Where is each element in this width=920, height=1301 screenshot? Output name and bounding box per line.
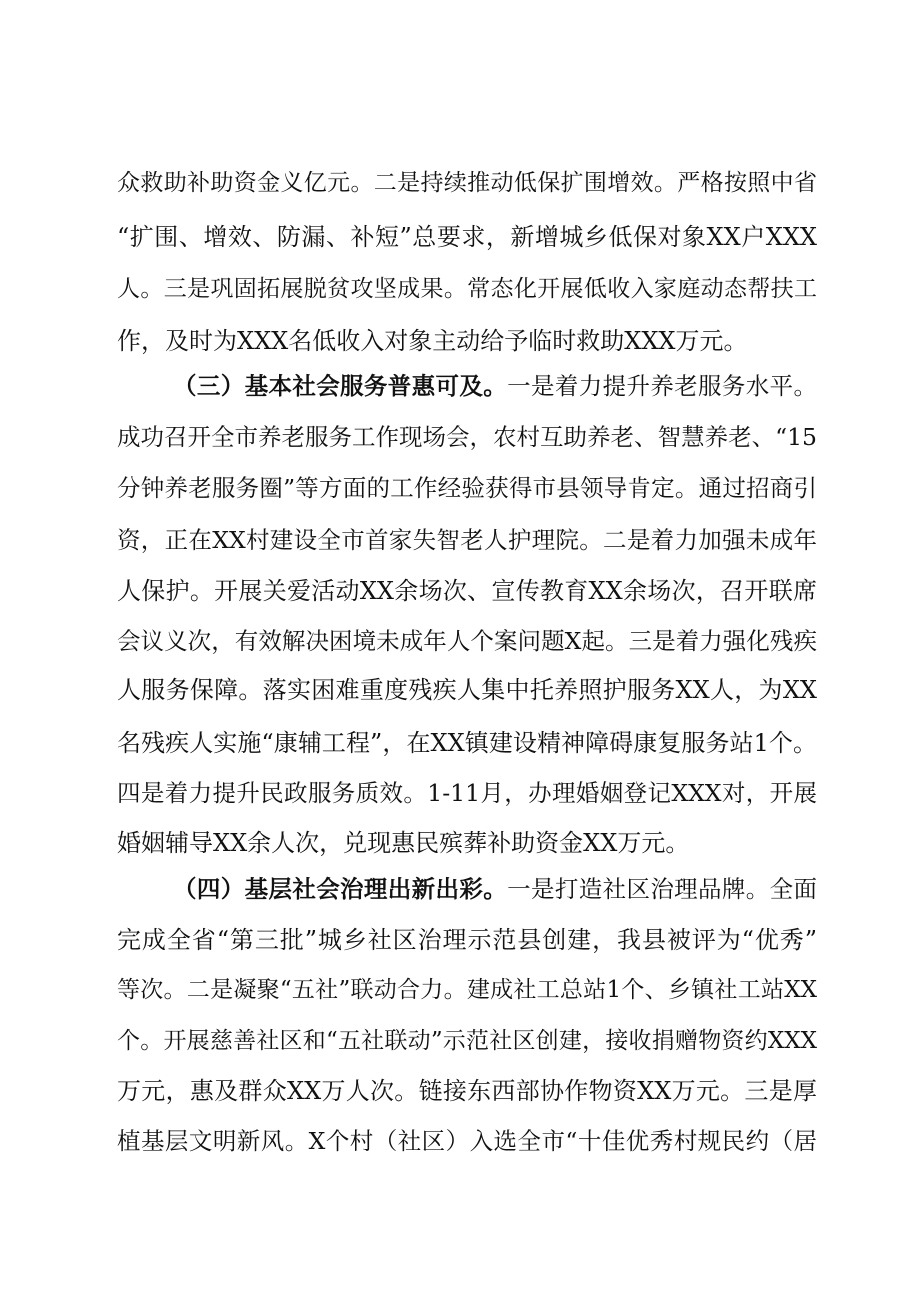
line-text: 四是着力提升民政服务质效。1-11月，办理婚姻登记XXX对，开展	[117, 779, 817, 807]
section-heading: （三）基本社会服务普惠可及。	[173, 372, 508, 400]
line-text: 会议义次，有效解决困境未成年人个案问题X起。三是着力强化残疾	[117, 627, 817, 655]
paragraph-line	[117, 470, 817, 506]
line-text: 人。三是巩固拓展脱贫攻坚成果。常态化开展低收入家庭动态帮扶工	[117, 276, 817, 302]
paragraph-line	[117, 522, 817, 558]
line-text: 等次。二是凝聚“五社”联动合力。建成社工总站1个、乡镇社工站XX	[117, 977, 817, 1003]
line-text: “扩围、增效、防漏、补短”总要求，新增城乡低保对象XX户XXX	[117, 223, 817, 251]
line-text: 一是打造社区治理品牌。全面	[507, 875, 818, 903]
paragraph-line	[117, 825, 817, 861]
line-text: 分钟养老服务圈”等方面的工作经验获得市县领导肯定。通过招商引	[117, 474, 817, 502]
paragraph-line	[117, 1123, 817, 1159]
paragraph-line	[117, 271, 817, 307]
paragraph-line	[117, 725, 817, 761]
line-text: 完成全省“第三批”城乡社区治理示范县创建，我县被评为“优秀”	[117, 926, 817, 954]
paragraph-line	[117, 672, 817, 708]
paragraph-line	[117, 573, 817, 609]
line-text: 名残疾人实施“康辅工程”，在XX镇建设精神障碍康复服务站1个。	[117, 729, 817, 757]
paragraph-line	[117, 323, 817, 359]
paragraph-line	[117, 219, 817, 255]
line-text: 资，正在XX村建设全市首家失智老人护理院。二是着力加强未成年	[117, 526, 817, 554]
line-text: 人保护。开展关爱活动XX余场次、宣传教育XX余场次，召开联席	[117, 577, 817, 605]
line-text: 作，及时为XXX名低收入对象主动给予临时救助XXX万元。	[117, 327, 748, 355]
paragraph-line	[117, 922, 817, 958]
section-heading-line	[173, 368, 817, 404]
paragraph-line	[117, 165, 817, 201]
line-text: 植基层文明新风。X个村（社区）入选全市“十佳优秀村规民约（居	[117, 1127, 817, 1155]
paragraph-line	[117, 419, 817, 455]
line-text: 婚姻辅导XX余人次，兑现惠民殡葬补助资金XX万元。	[117, 829, 690, 857]
paragraph-line	[117, 972, 817, 1008]
line-text: 一是着力提升养老服务水平。	[507, 372, 818, 400]
paragraph-line	[117, 1073, 817, 1109]
section-heading: （四）基层社会治理出新出彩。	[173, 875, 508, 903]
line-text: 人服务保障。落实困难重度残疾人集中托养照护服务XX人，为XX	[117, 676, 817, 704]
paragraph-line	[117, 623, 817, 659]
paragraph-line	[117, 775, 817, 811]
section-heading-line	[173, 871, 817, 907]
paragraph-line	[117, 1023, 817, 1059]
line-text: 万元，惠及群众XX万人次。链接东西部协作物资XX万元。三是厚	[117, 1077, 817, 1105]
line-text: 个。开展慈善社区和“五社联动”示范社区创建，接收捐赠物资约XXX	[117, 1028, 817, 1054]
line-text: 成功召开全市养老服务工作现场会，农村互助养老、智慧养老、“15	[117, 423, 817, 451]
line-text: 众救助补助资金义亿元。二是持续推动低保扩围增效。严格按照中省	[117, 170, 817, 196]
